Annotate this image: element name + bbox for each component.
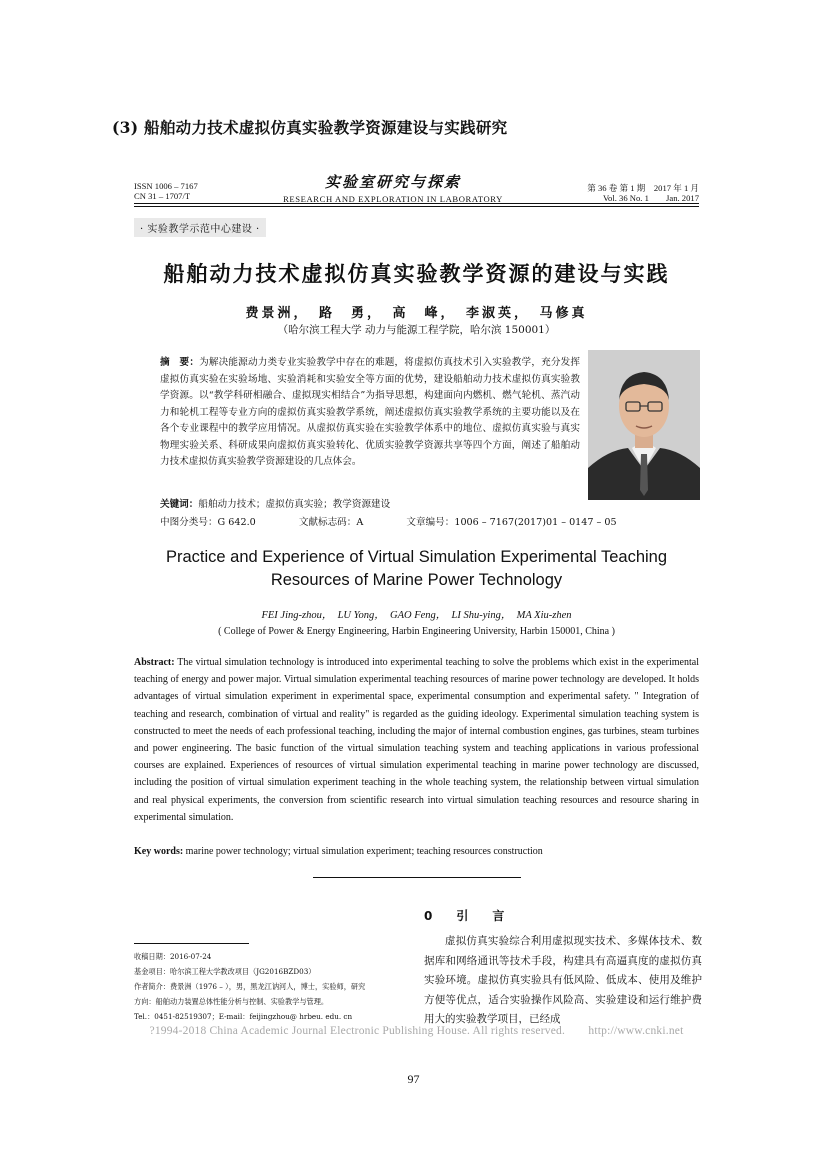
keywords-cn-label: 关键词： — [160, 499, 199, 510]
header-rule-thick — [134, 203, 699, 204]
keywords-cn — [160, 496, 700, 510]
footnote-bio-line1: 作者简介：费景洲（1976 – ），男，黑龙江讷河人，博士，实验师，研究 — [134, 982, 366, 991]
clc-number: 中图分类号：G 642.0 — [160, 517, 256, 528]
section-heading: (3) 船舶动力技术虚拟仿真实验教学资源建设与实践研究 — [112, 118, 508, 137]
abstract-en — [134, 654, 699, 826]
document-code: 文献标志码：A — [298, 517, 364, 528]
cnki-watermark: ?1994-2018 China Academic Journal Electronic Publishing House. All rights reserved. http://www.cnki.net — [149, 1025, 684, 1037]
page-number: 97 — [407, 1072, 420, 1086]
keywords-en-text: marine power technology; virtual simulation experiment; teaching resources construction — [183, 846, 543, 857]
authors-cn: 费景洲， 路 勇， 高 峰， 李淑英， 马修真 — [245, 306, 588, 321]
authors-en: FEI Jing-zhou， LU Yong， GAO Feng， LI Shu-ying， MA Xiu-zhen — [261, 610, 572, 621]
footnote-rule — [134, 943, 249, 944]
column-tag: · 实验教学示范中心建设 · — [134, 218, 266, 237]
title-en — [134, 546, 699, 592]
affiliation-en: ( College of Power & Energy Engineering, Harbin Engineering University, Harbin 150001, China ) — [218, 626, 615, 637]
journal-masthead — [258, 171, 528, 204]
section-divider — [313, 877, 521, 878]
abstract-cn — [160, 355, 580, 471]
footnote-received: 收稿日期：2016-07-24 — [134, 952, 212, 961]
footnote — [134, 949, 404, 1024]
affiliation-cn: （哈尔滨工程大学 动力与能源工程学院，哈尔滨 150001） — [277, 324, 556, 336]
journal-name-cn: 实验室研究与探索 — [324, 173, 461, 191]
title-en-line1: Practice and Experience of Virtual Simulation Experimental Teaching — [165, 548, 668, 566]
journal-name-en: RESEARCH AND EXPLORATION IN LABORATORY — [283, 194, 503, 204]
title-cn: 船舶动力技术虚拟仿真实验教学资源的建设与实践 — [163, 262, 670, 286]
classification-line — [160, 514, 700, 528]
abstract-en-text: The virtual simulation technology is introduced into experimental teaching to solve the problems which exist in the experimental teaching of energy and power major. Virtual simulation experimental teaching resources of marine power technology are developed. It holds advantages of virtual simulation experiment in experimental space, experimental consumption and experimental safety. " Integration of teaching and research, combination of virtual and reality" is regarded as the guiding ideology. Experimental simulation teaching system is constructed to meet the needs of each professional teaching, including the major of internal combustion engines, gas turbines, steam turbines and power engineering. The basic function of the virtual simulation teaching system and teaching applications in various professional courses are explained. Experiences of resources of virtual simulation experimental teaching in marine power technology are discussed, including the position of virtual simulation experiment teaching in the whole teaching system, the relationship between virtual simulation and real physical experiments, the conversion from scientific research into virtual simulation teaching resources and resource sharing in experimental simulation. — [134, 657, 699, 823]
cn-number: CN 31 – 1707/T — [134, 191, 191, 201]
abstract-cn-label: 摘 要： — [160, 357, 200, 368]
intro-heading: 0 引 言 — [424, 909, 511, 923]
keywords-en-label: Key words: — [134, 846, 184, 857]
intro-body: 虚拟仿真实验综合利用虚拟现实技术、多媒体技术、数据库和网络通讯等技术手段，构建具有高逼真度的虚拟仿真实验环境。虚拟仿真实验具有低风险、低成本、使用及维护方便等优点，适合实验操作风险高、实验建设和运行维护费用大的实验教学项目，已经成 — [424, 935, 702, 1025]
keywords-en — [134, 846, 699, 857]
keywords-cn-text: 船舶动力技术；虚拟仿真实验；教学资源建设 — [198, 499, 391, 510]
journal-issn-block — [134, 181, 198, 201]
abstract-en-label: Abstract: — [134, 657, 175, 668]
footnote-bio-line2: 方向：船舶动力装置总体性能分析与控制、实验教学与管理。 — [134, 997, 329, 1006]
title-en-line2: Resources of Marine Power Technology — [270, 571, 563, 589]
author-portrait-icon — [588, 350, 700, 500]
author-photo — [588, 350, 700, 500]
issn: ISSN 1006 – 7167 — [134, 181, 198, 191]
issue-cn: 第 36 卷 第 1 期 2017 年 1 月 — [587, 183, 699, 193]
footnote-contact: Tel.：0451-82519307；E-mail：feijingzhou@ hrbeu. edu. cn — [134, 1012, 353, 1021]
journal-issue-block — [584, 183, 699, 203]
footnote-fund: 基金项目：哈尔滨工程大学教改项目（JG2016BZD03） — [134, 967, 316, 976]
header-rule-thin — [134, 206, 699, 207]
article-number: 文章编号：1006 – 7167(2017)01 – 0147 – 05 — [406, 517, 617, 528]
issue-en: Vol. 36 No. 1 Jan. 2017 — [602, 193, 699, 203]
abstract-cn-text: 为解决能源动力类专业实验教学中存在的难题，将虚拟仿真技术引入实验教学，充分发挥虚拟仿真实验在实验场地、实验消耗和实验安全等方面的优势，建设船舶动力技术虚拟仿真实验教学资源。以“教学科研相融合、虚拟现实相结合”为指导思想，构建面向内燃机、燃气轮机、蒸汽动力和轮机工程等专业方向的虚拟仿真实验教学系统，阐述虚拟仿真实验教学系统的主要功能以及在各个专业课程中的教学应用情况。从虚拟仿真实验在实验教学体系中的地位、虚拟仿真实验与真实物理实验关系、科研成果向虚拟仿真实验转化、优质实验教学资源共享等四个方面，阐述了船舶动力技术虚拟仿真实验教学资源建设的几点体会。 — [160, 357, 581, 467]
